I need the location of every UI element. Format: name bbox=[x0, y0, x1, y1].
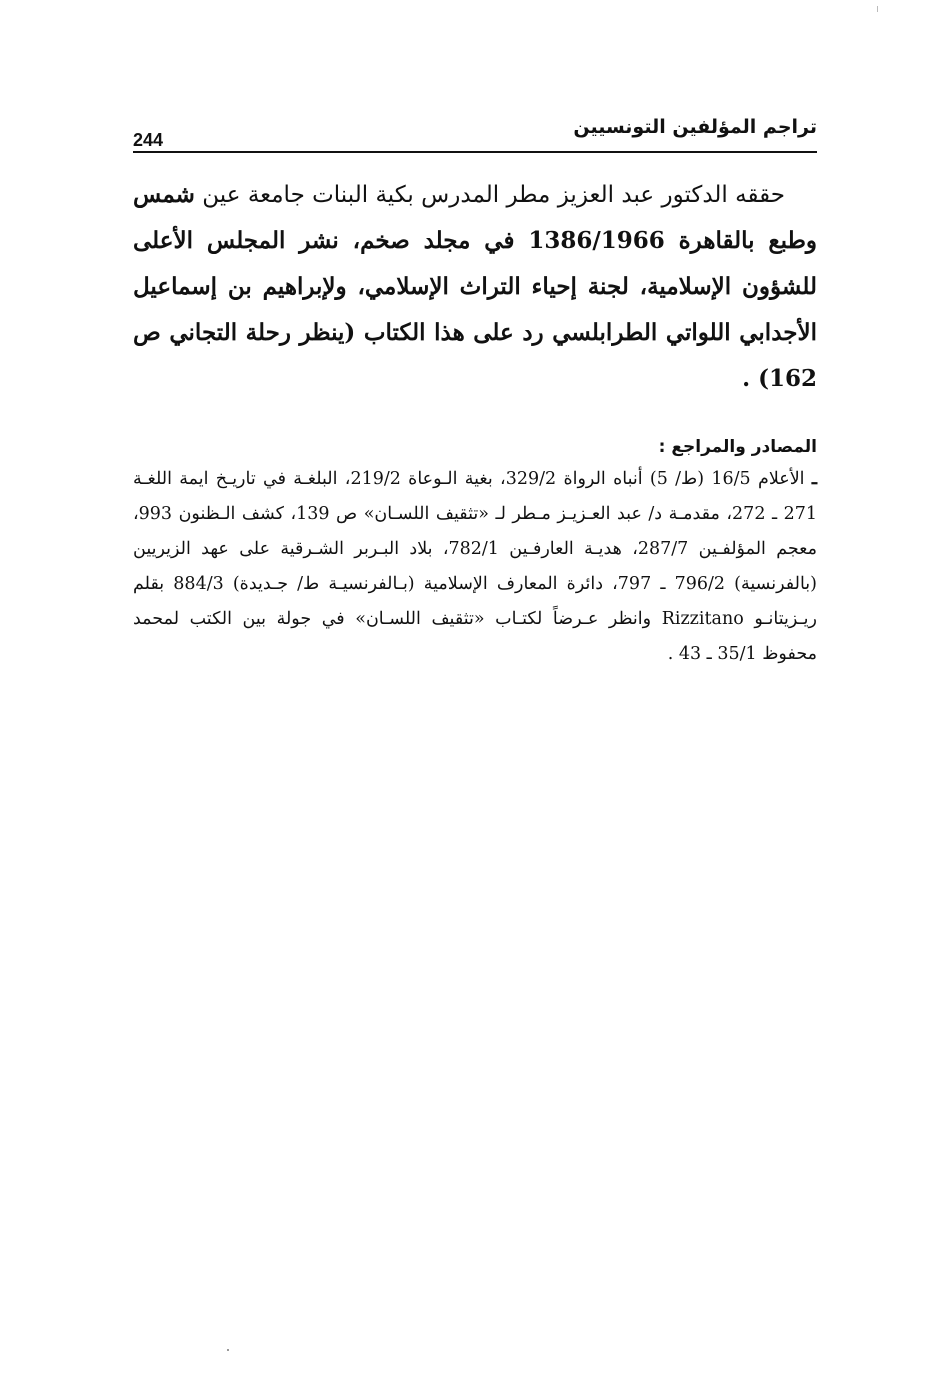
sources-section bbox=[133, 432, 817, 672]
running-title: تراجم المؤلفين التونسيين bbox=[573, 116, 817, 138]
sources-entries: الأعلام 16/5 (ط/ 5) أنباه الرواة 329/2، بغية الـوعاة 219/2، البلغـة في تاريـخ ايمة اللغـة 271 ـ 272، مقدمـة د/ عبد العـزيـز مـطر لـ «تثقيف اللسـان» ص 139، كشف الـظنون 993، معجم المؤلفـين 287/7، هديـة العارفـين 782/1، بلاد البـربر الشـرقية على عهد الزيريين (بالفرنسية) 796/2 ـ 797، دائرة المعارف الإسلامية (بـالفرنسيـة ط/ جـديدة) 884/3 بقلم ريـزيتانـو Rizzitano وانظر عـرضاً لكتـاب «تثقيف اللسـان» في جولة بين الكتب لمحمد محفوظ 35/1 ـ 43 . bbox=[133, 469, 817, 664]
page-number: 244 bbox=[133, 130, 164, 150]
body-line-1: حققه الدكتور عبد العزيز مطر المدرس بكية البنات جامعة عين bbox=[202, 182, 785, 208]
main-paragraph bbox=[133, 172, 817, 402]
stray-ink-mark bbox=[227, 1349, 229, 1351]
sources-bullet: ـ bbox=[811, 469, 817, 489]
page-header bbox=[133, 112, 817, 152]
body-line-2: شمس وطبع بالقاهرة 1386/1966 في مجلد صخم، نشر المجلس الأعلى bbox=[133, 181, 817, 254]
body-line-5: 162) . bbox=[742, 365, 817, 392]
header-rule bbox=[133, 151, 817, 153]
body-line-4: الأجدابي اللواتي الطرابلسي رد على هذا الكتاب (ينظر رحلة التجاني ص bbox=[133, 319, 817, 346]
sources-heading: المصادر والمراجع : bbox=[658, 437, 817, 457]
body-line-3: للشؤون الإسلامية، لجنة إحياء التراث الإسلامي، ولإبراهيم بن إسماعيل bbox=[133, 273, 817, 300]
corner-ink-mark bbox=[877, 6, 878, 12]
sources-list bbox=[133, 462, 817, 672]
